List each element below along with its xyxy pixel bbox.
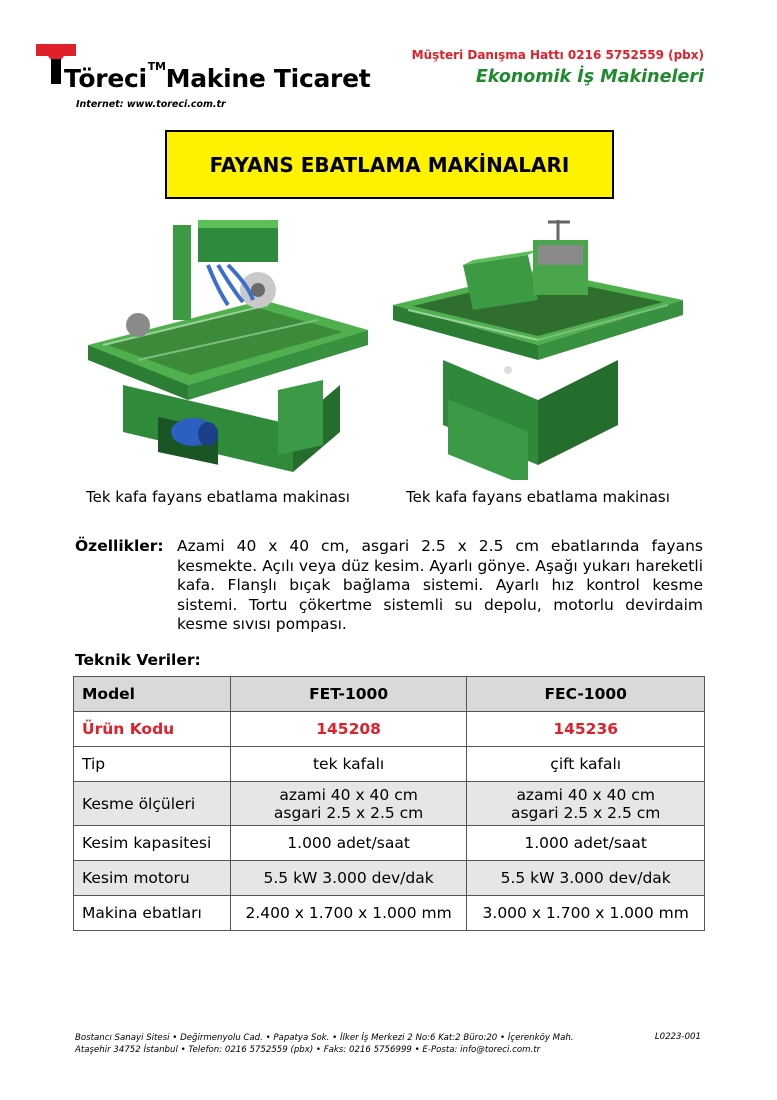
website-link[interactable]: Internet: www.toreci.com.tr xyxy=(76,99,226,110)
table-cell: Kesim motoru xyxy=(74,861,231,896)
machine-photo-left xyxy=(78,210,378,480)
table-row xyxy=(74,677,705,712)
table-cell: 5.5 kW 3.000 dev/dak xyxy=(467,861,705,896)
table-cell: FET-1000 xyxy=(230,677,467,712)
table-cell: 5.5 kW 3.000 dev/dak xyxy=(230,861,467,896)
technical-spec-table xyxy=(73,676,705,931)
table-row xyxy=(74,896,705,931)
table-cell: azami 40 x 40 cm asgari 2.5 x 2.5 cm xyxy=(467,782,705,826)
table-row xyxy=(74,861,705,896)
table-cell: 3.000 x 1.700 x 1.000 mm xyxy=(467,896,705,931)
table-cell: azami 40 x 40 cm asgari 2.5 x 2.5 cm xyxy=(230,782,467,826)
features-label: Özellikler: xyxy=(75,537,164,555)
table-row xyxy=(74,747,705,782)
table-cell: Kesme ölçüleri xyxy=(74,782,231,826)
photo-caption-left: Tek kafa fayans ebatlama makinası xyxy=(86,488,350,506)
table-cell: Tip xyxy=(74,747,231,782)
table-cell: Makina ebatları xyxy=(74,896,231,931)
slogan-text: Ekonomik İş Makineleri xyxy=(475,67,704,87)
table-cell: Kesim kapasitesi xyxy=(74,826,231,861)
photo-caption-right: Tek kafa fayans ebatlama makinası xyxy=(406,488,670,506)
footer-line-1: Bostancı Sanayi Sitesi • Değirmenyolu Cad. • Papatya Sok. • İlker İş Merkezi 2 No:6 Kat:2 Büro:20 • İçerenköy Mah. xyxy=(75,1033,574,1043)
footer-line-2: Ataşehir 34752 İstanbul • Telefon: 0216 5752559 (pbx) • Faks: 0216 5756999 • E-Posta: info@toreci.com.tr xyxy=(75,1045,541,1055)
table-cell: tek kafalı xyxy=(230,747,467,782)
hotline-text: Müşteri Danışma Hattı 0216 5752559 (pbx) xyxy=(411,48,704,62)
machine-photo-right xyxy=(388,210,688,480)
table-cell: 145236 xyxy=(467,712,705,747)
table-row xyxy=(74,826,705,861)
document-code: L0223-001 xyxy=(654,1032,701,1042)
table-cell: çift kafalı xyxy=(467,747,705,782)
table-cell: Model xyxy=(74,677,231,712)
table-cell: Ürün Kodu xyxy=(74,712,231,747)
table-cell: 1.000 adet/saat xyxy=(467,826,705,861)
table-cell: 2.400 x 1.700 x 1.000 mm xyxy=(230,896,467,931)
table-row xyxy=(74,782,705,826)
table-cell: FEC-1000 xyxy=(467,677,705,712)
table-row xyxy=(74,712,705,747)
table-cell: 145208 xyxy=(230,712,467,747)
footer-address xyxy=(75,1032,574,1056)
brand-name: Töreci™Makine Ticaret xyxy=(64,60,371,93)
features-text: Azami 40 x 40 cm, asgari 2.5 x 2.5 cm ebatlarında fayans kesmekte. Açılı veya düz kesim. Ayarlı gönye. Aşağı yukarı hareketli kafa. Flanşlı bıçak bağlama sistemi. Ayarlı hız kontrol kesme sistemi. Tortu çökertme sistemli su depolu, motorlu devirdaim kesme sıvısı pompası. xyxy=(177,537,703,633)
page-title: FAYANS EBATLAMA MAKİNALARI xyxy=(165,130,614,199)
table-cell: 1.000 adet/saat xyxy=(230,826,467,861)
technical-data-label: Teknik Veriler: xyxy=(75,651,201,669)
